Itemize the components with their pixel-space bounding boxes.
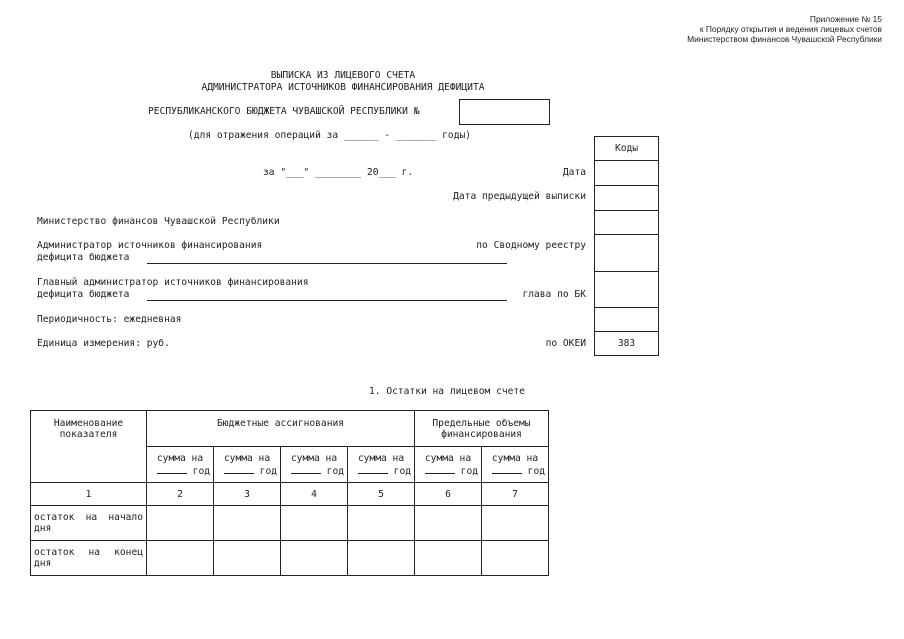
appendix-line-1: Приложение № 15 bbox=[809, 14, 882, 24]
data-cell[interactable] bbox=[147, 541, 214, 576]
chief-label-2: дефицита бюджета bbox=[37, 289, 130, 300]
group-budget-header: Бюджетные ассигнования bbox=[147, 411, 415, 447]
appendix-line-2: к Порядку открытия и ведения лицевых счетов bbox=[699, 24, 882, 34]
col-number: 4 bbox=[281, 483, 348, 506]
sub-header-4 bbox=[281, 447, 348, 483]
sub-header-top: сумма на bbox=[491, 452, 539, 464]
col-number: 7 bbox=[482, 483, 549, 506]
data-cell[interactable] bbox=[281, 506, 348, 541]
year-blank[interactable] bbox=[224, 464, 254, 474]
admin-label-2: дефицита бюджета bbox=[37, 252, 130, 263]
admin-underline[interactable] bbox=[147, 263, 507, 264]
chief-underline[interactable] bbox=[147, 300, 507, 301]
title-years: (для отражения операций за ______ - _______ годы) bbox=[188, 130, 472, 141]
group-limit-header: Предельные объемы финансирования bbox=[415, 411, 549, 447]
section1-title: 1. Остатки на лицевом счете bbox=[369, 386, 525, 397]
account-number-box[interactable] bbox=[459, 99, 550, 125]
balances-table bbox=[30, 410, 549, 576]
sub-header-bottom: год bbox=[527, 465, 545, 477]
code-svod-cell[interactable] bbox=[595, 235, 659, 272]
col-number: 5 bbox=[348, 483, 415, 506]
year-blank[interactable] bbox=[425, 464, 455, 474]
col-number: 1 bbox=[31, 483, 147, 506]
codes-header: Коды bbox=[595, 137, 659, 161]
col-number: 6 bbox=[415, 483, 482, 506]
chief-label-1: Главный администратор источников финансирования bbox=[37, 277, 309, 288]
data-cell[interactable] bbox=[482, 506, 549, 541]
code-periodicity-cell[interactable] bbox=[595, 308, 659, 332]
col-number: 3 bbox=[214, 483, 281, 506]
data-cell[interactable] bbox=[415, 506, 482, 541]
sub-header-2 bbox=[147, 447, 214, 483]
data-cell[interactable] bbox=[482, 541, 549, 576]
col-name-header: Наименование показателя bbox=[31, 411, 147, 483]
codes-table bbox=[594, 136, 659, 356]
ministry-label: Министерство финансов Чувашской Республики bbox=[37, 216, 280, 227]
admin-label-1: Администратор источников финансирования bbox=[37, 240, 263, 251]
date-line: за "___" ________ 20___ г. bbox=[263, 167, 414, 178]
unit-label: Единица измерения: руб. bbox=[37, 338, 170, 349]
sub-header-bottom: год bbox=[259, 465, 277, 477]
okei-label: по ОКЕИ bbox=[545, 338, 586, 349]
sub-header-bottom: год bbox=[393, 465, 411, 477]
title-line-2: АДМИНИСТРАТОРА ИСТОЧНИКОВ ФИНАНСИРОВАНИЯ ДЕФИЦИТА bbox=[201, 82, 485, 93]
sub-header-top: сумма на bbox=[424, 452, 472, 464]
prev-date-label: Дата предыдущей выписки bbox=[453, 191, 586, 202]
title-line-1: ВЫПИСКА ИЗ ЛИЦЕВОГО СЧЕТА bbox=[270, 70, 416, 81]
year-blank[interactable] bbox=[358, 464, 388, 474]
data-cell[interactable] bbox=[214, 541, 281, 576]
data-cell[interactable] bbox=[281, 541, 348, 576]
data-cell[interactable] bbox=[214, 506, 281, 541]
sub-header-bottom: год bbox=[326, 465, 344, 477]
appendix-line-3: Министерством финансов Чувашской Республики bbox=[687, 34, 882, 44]
table-row bbox=[31, 506, 549, 541]
glava-label: глава по БК bbox=[522, 289, 586, 300]
data-cell[interactable] bbox=[348, 541, 415, 576]
data-cell[interactable] bbox=[348, 506, 415, 541]
sub-header-3 bbox=[214, 447, 281, 483]
svod-label: по Сводному реестру bbox=[476, 240, 586, 251]
sub-header-6 bbox=[415, 447, 482, 483]
code-ministry-cell[interactable] bbox=[595, 211, 659, 235]
date-label: Дата bbox=[562, 167, 586, 178]
sub-header-5 bbox=[348, 447, 415, 483]
code-okei-cell: 383 bbox=[595, 332, 659, 356]
title-line-3: РЕСПУБЛИКАНСКОГО БЮДЖЕТА ЧУВАШСКОЙ РЕСПУБЛИКИ № bbox=[148, 106, 420, 117]
sub-header-bottom: год bbox=[192, 465, 210, 477]
data-cell[interactable] bbox=[415, 541, 482, 576]
year-blank[interactable] bbox=[157, 464, 187, 474]
periodicity-label: Периодичность: ежедневная bbox=[37, 314, 182, 325]
code-prev-date-cell[interactable] bbox=[595, 186, 659, 211]
sub-header-top: сумма на bbox=[357, 452, 405, 464]
sub-header-top: сумма на bbox=[223, 452, 271, 464]
table-row bbox=[31, 541, 549, 576]
code-date-cell[interactable] bbox=[595, 161, 659, 186]
data-cell[interactable] bbox=[147, 506, 214, 541]
col-number: 2 bbox=[147, 483, 214, 506]
row-label-end: остаток на конец дня bbox=[31, 541, 147, 576]
year-blank[interactable] bbox=[492, 464, 522, 474]
sub-header-top: сумма на bbox=[156, 452, 204, 464]
sub-header-top: сумма на bbox=[290, 452, 338, 464]
year-blank[interactable] bbox=[291, 464, 321, 474]
sub-header-7 bbox=[482, 447, 549, 483]
sub-header-bottom: год bbox=[460, 465, 478, 477]
row-label-start: остаток на начало дня bbox=[31, 506, 147, 541]
code-glava-cell[interactable] bbox=[595, 272, 659, 308]
